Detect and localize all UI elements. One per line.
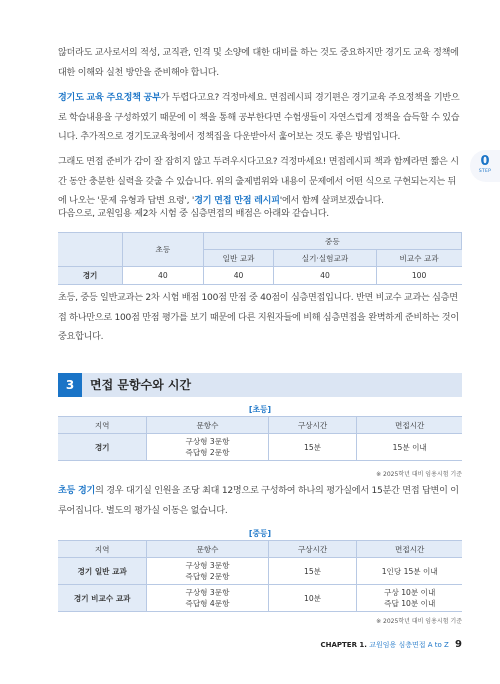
section-header (58, 373, 462, 397)
header-interview-time: 면접시간 (357, 541, 462, 558)
cell-region: 경기 (58, 434, 147, 461)
cell-questions (147, 434, 268, 461)
header-region: 지역 (58, 541, 147, 558)
paragraph-elementary-process (58, 482, 462, 521)
question-type-1: 구상형 3문항 (185, 561, 230, 570)
cell-region: 경기 비교수 교과 (58, 585, 147, 612)
highlight-elementary: 초등 경기 (58, 486, 96, 496)
header-secondary: 중등 (203, 233, 461, 250)
step-label: STEP (478, 169, 492, 174)
step-number: 0 (480, 154, 490, 169)
cell-practical-score: 40 (274, 267, 376, 285)
caption-secondary: [중등] (248, 529, 272, 538)
interview-time-1: 구상 10분 이내 (384, 588, 436, 597)
cell-region: 경기 일반 교과 (58, 558, 147, 585)
highlight-policy: 경기도 교육 주요정책 공부 (58, 93, 161, 103)
paragraph-prepare (58, 153, 462, 212)
question-type-1: 구상형 3문항 (185, 588, 230, 597)
header-prep-time: 구상시간 (268, 417, 357, 434)
table-row (58, 558, 462, 585)
elementary-table (58, 416, 462, 461)
cell-interview-time: 15분 이내 (357, 434, 462, 461)
paragraph-elementary-text: 의 경우 대기실 인원을 조당 최대 12명으로 구성하여 하나의 평가실에서 15분간 면접 답변이 이루어집니다. 별도의 평가실 이동은 없습니다. (58, 486, 459, 516)
cell-questions (147, 585, 268, 612)
section-number: 3 (58, 373, 82, 397)
cell-interview-time (357, 585, 462, 612)
section-title: 면접 문항수와 시간 (90, 378, 192, 392)
cell-prep-time: 15분 (268, 434, 357, 461)
table-row (58, 434, 462, 461)
header-region: 지역 (58, 417, 147, 434)
caption-elementary: [초등] (248, 405, 272, 414)
cell-questions (147, 558, 268, 585)
highlight-recipe: 경기 면접 만점 레시피 (194, 196, 280, 206)
header-interview-time: 면접시간 (357, 417, 462, 434)
cell-prep-time: 10분 (268, 585, 357, 612)
header-elementary: 초등 (123, 233, 204, 267)
page-number: 9 (455, 639, 462, 650)
page-footer (320, 639, 462, 650)
paragraph-score-explain: 초등, 중등 일반교과는 2차 시험 배점 100점 만점 중 40점이 심층면접입니다. 반면 비교수 교과는 심층면접 하나만으로 100점 만점 평가를 보기 때문에 다른 지원자들에 비해 심층면접을 완벽하게 준비하는 것이 중요합니다. (58, 293, 459, 342)
cell-general-score: 40 (203, 267, 274, 285)
header-nonteaching: 비교수 교과 (376, 250, 461, 267)
table-row (58, 585, 462, 612)
table-row (58, 267, 462, 285)
question-type-2: 즉답형 2문항 (185, 448, 230, 457)
paragraph-policy-text: 가 두렵다고요? 걱정마세요. 면접레시피 경기편은 경기교육 주요정책을 기반으로 학습내용을 구성하였기 때문에 이 책을 통해 공부한다면 수험생들이 자연스럽게 정책을 습득할 수 있습니다. 추가적으로 경기도교육청에서 정책집을 다운받아서 훑어보는 것도 좋은 방법입니다. (58, 93, 460, 142)
paragraph-prepare-text-b: '에서 함께 살펴보겠습니다. (279, 196, 384, 206)
note-secondary: ※ 2025학년 대비 임용시험 기준 (376, 618, 462, 625)
cell-interview-time: 1인당 15분 이내 (357, 558, 462, 585)
cell-region: 경기 (58, 267, 123, 285)
question-type-1: 구상형 3문항 (185, 437, 230, 446)
header-general: 일반 교과 (203, 250, 274, 267)
header-practical: 실기·실험교과 (274, 250, 376, 267)
paragraph-score-intro: 다음으로, 교원임용 제2차 시험 중 심층면접의 배점은 아래와 같습니다. (58, 209, 329, 219)
interview-time-2: 즉답 10분 이내 (384, 599, 436, 608)
note-elementary: ※ 2025학년 대비 임용시험 기준 (376, 471, 462, 478)
paragraph-intro: 않더라도 교사로서의 적성, 교직관, 인격 및 소양에 대한 대비를 하는 것도 중요하지만 경기도 교육 정책에 대한 이해와 실천 방안을 준비해야 합니다. (58, 48, 459, 78)
header-prep-time: 구상시간 (268, 541, 357, 558)
footer-chapter: CHAPTER 1. (320, 641, 367, 649)
score-table (58, 232, 462, 285)
question-type-2: 즉답형 4문항 (185, 599, 230, 608)
secondary-table (58, 540, 462, 612)
step-side-tab (470, 150, 500, 182)
paragraph-prepare-text-a: 그래도 면접 준비가 감이 잘 잡히지 않고 두려우시다고요? 걱정마세요! 면접레시피 책과 함께라면 짧은 시간 동안 충분한 실력을 갖출 수 있습니다. 위의 출제범위와 내용이 문제에서 어떤 식으로 구현되는지는 뒤에 나오는 '문제 유형과 답변 요령', ' (58, 157, 459, 206)
paragraph-policy (58, 89, 462, 148)
cell-nonteaching-score: 100 (376, 267, 461, 285)
cell-prep-time: 15분 (268, 558, 357, 585)
header-questions: 문항수 (147, 541, 268, 558)
cell-elem-score: 40 (123, 267, 204, 285)
footer-subtitle: 교원임용 심층면접 A to Z (369, 641, 449, 649)
question-type-2: 즉답형 2문항 (185, 572, 230, 581)
header-questions: 문항수 (147, 417, 268, 434)
